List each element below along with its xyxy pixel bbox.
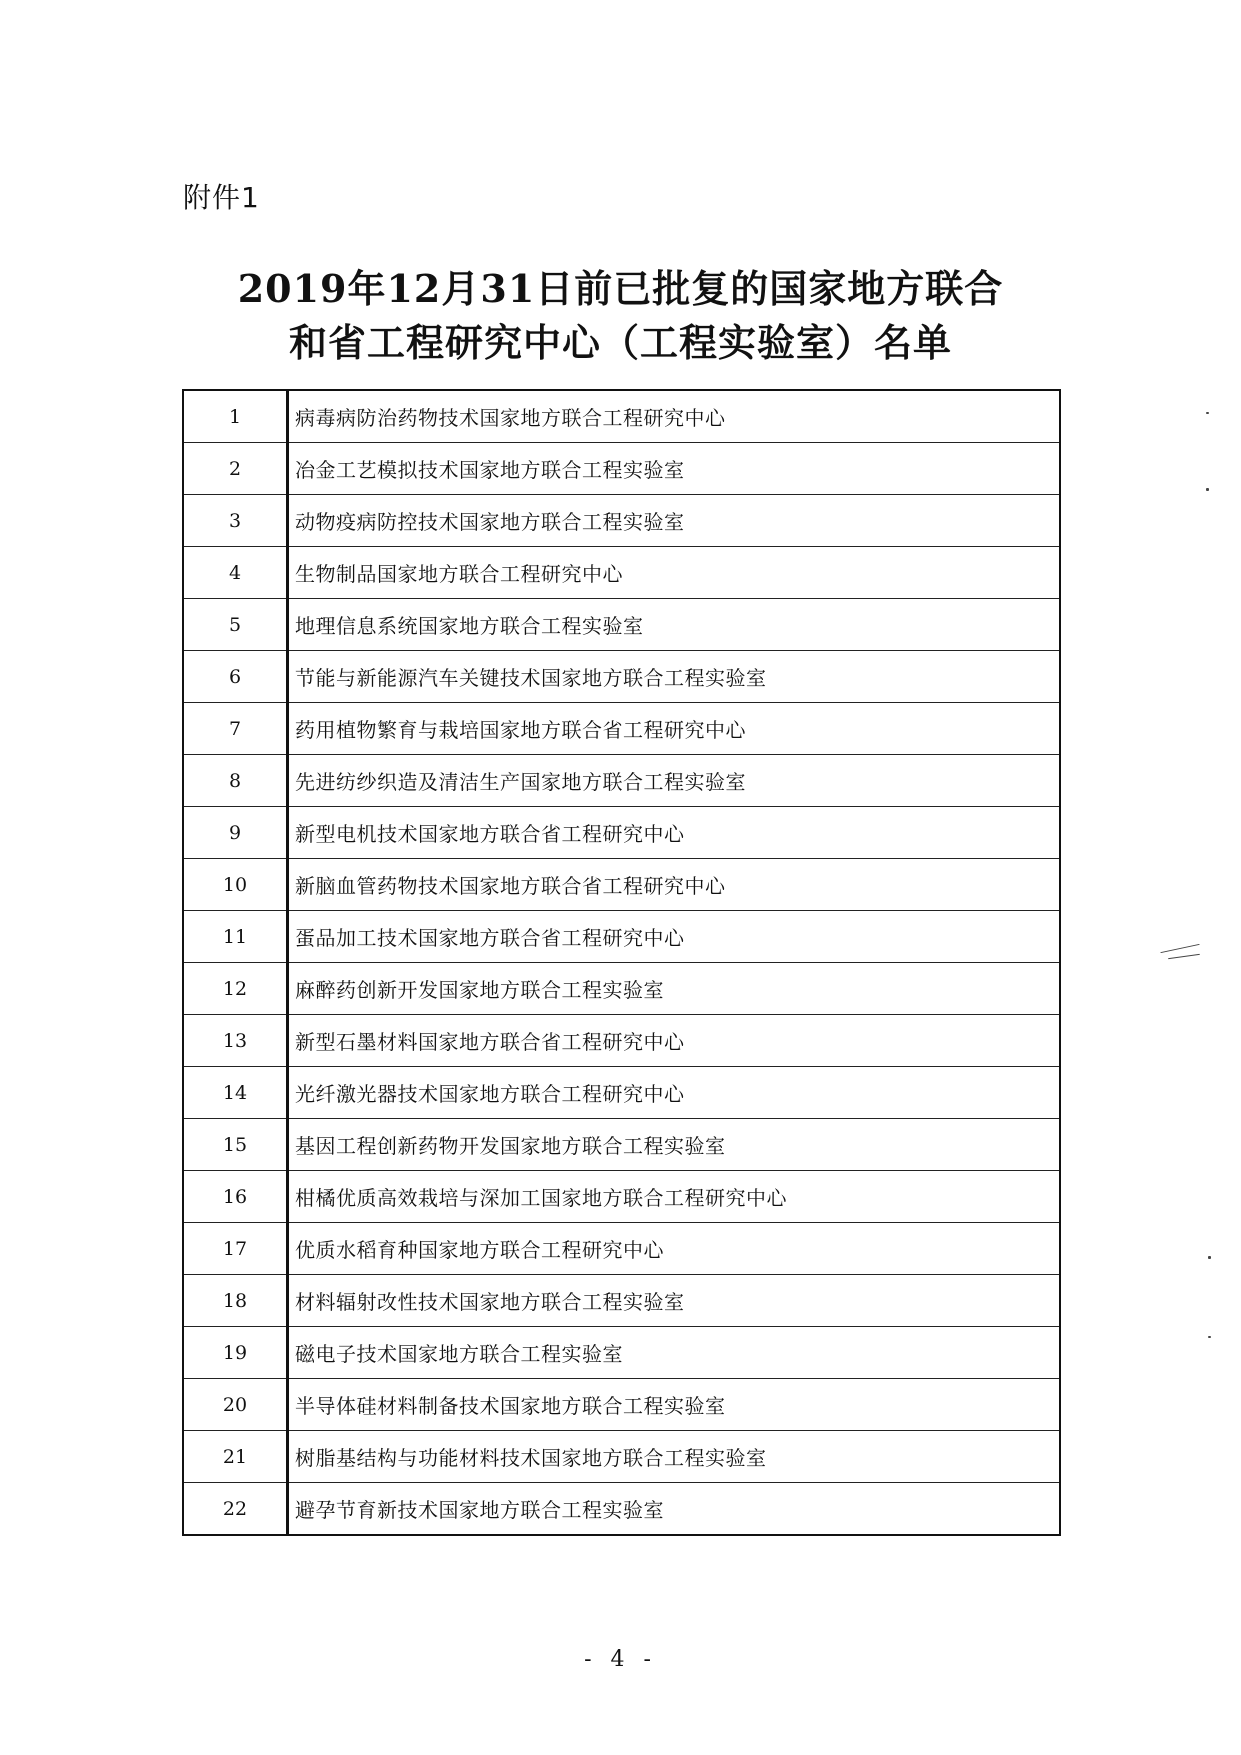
row-number: 12 [183,963,288,1015]
table-row [183,599,1060,651]
row-number: 21 [183,1431,288,1483]
center-name: 动物疫病防控技术国家地方联合工程实验室 [288,495,1061,547]
table-row [183,1067,1060,1119]
center-name: 磁电子技术国家地方联合工程实验室 [288,1327,1061,1379]
center-name: 避孕节育新技术国家地方联合工程实验室 [288,1483,1061,1536]
document-title-line-1: 2019年12月31日前已批复的国家地方联合 [237,266,1004,311]
center-name: 先进纺纱织造及清洁生产国家地方联合工程实验室 [288,755,1061,807]
table-row [183,703,1060,755]
center-name: 冶金工艺模拟技术国家地方联合工程实验室 [288,443,1061,495]
center-name: 生物制品国家地方联合工程研究中心 [288,547,1061,599]
table-row [183,1379,1060,1431]
document-title-line-2: 和省工程研究中心（工程实验室）名单 [288,320,952,365]
row-number: 16 [183,1171,288,1223]
table-row [183,859,1060,911]
row-number: 6 [183,651,288,703]
center-name: 麻醉药创新开发国家地方联合工程实验室 [288,963,1061,1015]
table-row [183,1483,1060,1536]
scan-speck [1168,954,1200,959]
scan-speck [1206,488,1209,491]
table-row [183,1431,1060,1483]
center-name: 药用植物繁育与栽培国家地方联合省工程研究中心 [288,703,1061,755]
center-name: 优质水稻育种国家地方联合工程研究中心 [288,1223,1061,1275]
table-row [183,547,1060,599]
engineering-center-table [182,389,1061,1536]
center-name: 树脂基结构与功能材料技术国家地方联合工程实验室 [288,1431,1061,1483]
table-row [183,495,1060,547]
row-number: 20 [183,1379,288,1431]
table-row [183,1327,1060,1379]
table-row [183,1223,1060,1275]
row-number: 5 [183,599,288,651]
row-number: 19 [183,1327,288,1379]
row-number: 3 [183,495,288,547]
table-row [183,1015,1060,1067]
row-number: 4 [183,547,288,599]
row-number: 9 [183,807,288,859]
center-name: 病毒病防治药物技术国家地方联合工程研究中心 [288,390,1061,443]
scan-speck [1208,1336,1211,1338]
center-name: 光纤激光器技术国家地方联合工程研究中心 [288,1067,1061,1119]
center-name: 材料辐射改性技术国家地方联合工程实验室 [288,1275,1061,1327]
center-name: 新型电机技术国家地方联合省工程研究中心 [288,807,1061,859]
row-number: 17 [183,1223,288,1275]
table-row [183,651,1060,703]
page-number: - 4 - [584,1647,657,1672]
row-number: 7 [183,703,288,755]
table-row [183,443,1060,495]
center-name: 柑橘优质高效栽培与深加工国家地方联合工程研究中心 [288,1171,1061,1223]
attachment-label: 附件1 [183,181,260,214]
document-title [0,262,1241,370]
table-row [183,1171,1060,1223]
table-row [183,390,1060,443]
row-number: 18 [183,1275,288,1327]
row-number: 2 [183,443,288,495]
table-row [183,807,1060,859]
row-number: 14 [183,1067,288,1119]
row-number: 15 [183,1119,288,1171]
center-name: 新型石墨材料国家地方联合省工程研究中心 [288,1015,1061,1067]
scan-speck [1160,944,1199,953]
center-name: 基因工程创新药物开发国家地方联合工程实验室 [288,1119,1061,1171]
row-number: 10 [183,859,288,911]
center-name: 蛋品加工技术国家地方联合省工程研究中心 [288,911,1061,963]
row-number: 11 [183,911,288,963]
table-row [183,1119,1060,1171]
center-name: 新脑血管药物技术国家地方联合省工程研究中心 [288,859,1061,911]
table-row [183,1275,1060,1327]
center-name: 地理信息系统国家地方联合工程实验室 [288,599,1061,651]
center-name: 半导体硅材料制备技术国家地方联合工程实验室 [288,1379,1061,1431]
center-name: 节能与新能源汽车关键技术国家地方联合工程实验室 [288,651,1061,703]
table-row [183,911,1060,963]
scan-speck [1206,412,1209,414]
row-number: 8 [183,755,288,807]
table-row [183,755,1060,807]
table-body [183,390,1060,1535]
row-number: 22 [183,1483,288,1536]
table-row [183,963,1060,1015]
row-number: 13 [183,1015,288,1067]
scan-speck [1208,1256,1211,1259]
row-number: 1 [183,390,288,443]
